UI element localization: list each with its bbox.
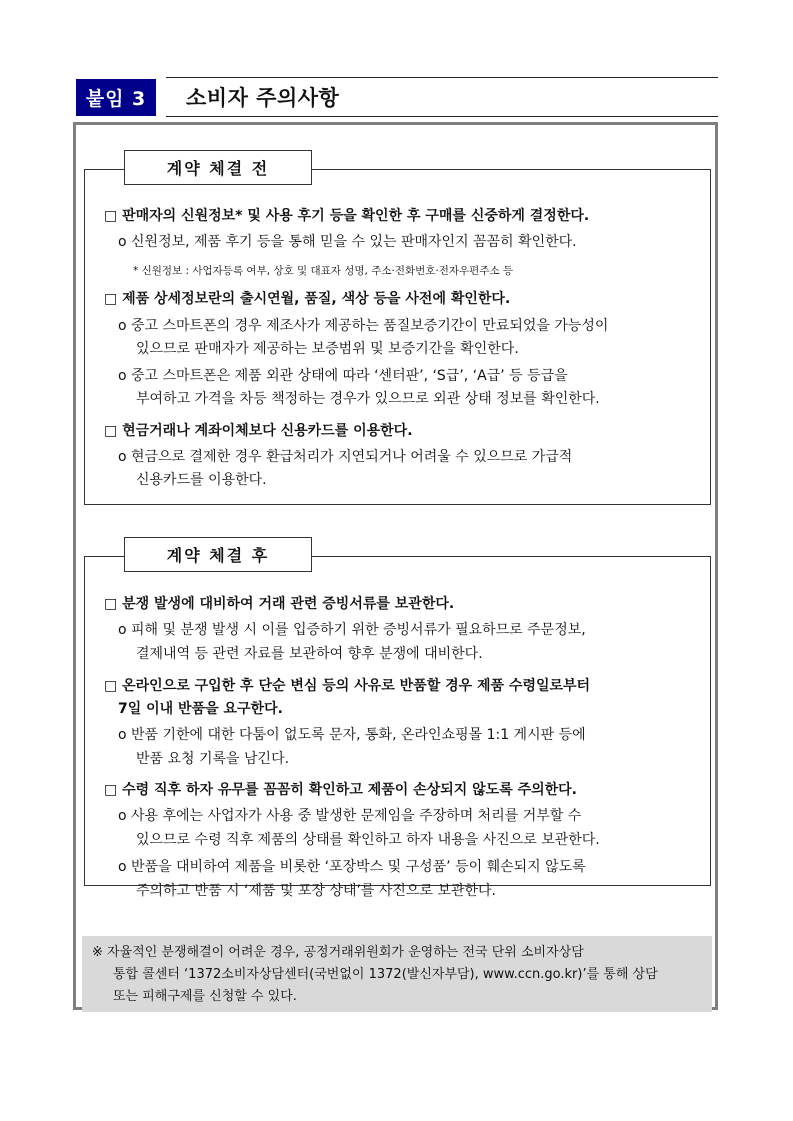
s1-bullet-2a: o 중고 스마트폰의 경우 제조사가 제공하는 품질보증기간이 만료되었을 가능성이 <box>118 318 609 334</box>
s2-heading-3: □ 수령 직후 하자 유무를 꼼꼼히 확인하고 제품이 손상되지 않도록 주의한다. <box>104 782 578 798</box>
page-title: 소비자 주의사항 <box>186 86 340 110</box>
s2-bullet-2: o 반품 기한에 대한 다툼이 없도록 문자, 통화, 온라인쇼핑몰 1:1 게시판 등에 <box>118 727 586 743</box>
reference-note-line-1: ※ 자율적인 분쟁해결이 어려운 경우, 공정거래위원회가 운영하는 전국 단위 소비자상담 <box>92 945 584 960</box>
reference-note-line-2: 통합 콜센터 ‘1372소비자상담센터(국번없이 1372(발신자부담), www.ccn.go.kr)’를 통해 상담 <box>113 967 658 982</box>
s1-heading-3: □ 현금거래나 계좌이체보다 신용카드를 이용한다. <box>104 423 413 439</box>
section-after-contract-title: 계약 체결 후 <box>124 537 312 572</box>
header-bottom-rule <box>166 116 718 117</box>
reference-note-line-3: 또는 피해구제를 신청할 수 있다. <box>113 989 297 1004</box>
s2-bullet-3b-cont: 주의하고 반품 시 ‘제품 및 포장 상태’를 사진으로 보관한다. <box>136 883 497 899</box>
s2-heading-2-cont: 7일 이내 반품을 요구한다. <box>118 701 283 717</box>
s2-bullet-1-cont: 결제내역 등 관련 자료를 보관하여 향후 분쟁에 대비한다. <box>136 646 483 662</box>
s1-bullet-1: o 신원정보, 제품 후기 등을 통해 믿을 수 있는 판매자인지 꼼꼼히 확인한다. <box>118 234 577 250</box>
s2-heading-2: □ 온라인으로 구입한 후 단순 변심 등의 사유로 반품할 경우 제품 수령일로부터 <box>104 678 591 694</box>
s2-bullet-3a: o 사용 후에는 사업자가 사용 중 발생한 문제임을 주장하며 처리를 거부할 수 <box>118 808 582 824</box>
s1-bullet-3-cont: 신용카드를 이용한다. <box>136 472 267 488</box>
s2-bullet-2-cont: 반품 요청 기록을 남긴다. <box>136 751 290 767</box>
s1-heading-2: □ 제품 상세정보란의 출시연월, 품질, 색상 등을 사전에 확인한다. <box>104 291 511 307</box>
s2-heading-1: □ 분쟁 발생에 대비하여 거래 관련 증빙서류를 보관한다. <box>104 596 455 612</box>
s1-bullet-2b: o 중고 스마트폰은 제품 외관 상태에 따라 ‘센터판’, ‘S급’, ‘A급’ 등 등급을 <box>118 368 568 384</box>
s2-bullet-3a-cont: 있으므로 수령 직후 제품의 상태를 확인하고 하자 내용을 사진으로 보관한다. <box>136 832 600 848</box>
s1-bullet-2a-cont: 있으므로 판매자가 제공하는 보증범위 및 보증기간을 확인한다. <box>136 341 519 357</box>
s1-heading-1: □ 판매자의 신원정보* 및 사용 후기 등을 확인한 후 구매를 신중하게 결정한다. <box>104 208 590 224</box>
header-top-rule <box>166 77 718 78</box>
attachment-tag: 붙임 3 <box>76 79 156 116</box>
s2-bullet-1: o 피해 및 분쟁 발생 시 이를 입증하기 위한 증빙서류가 필요하므로 주문정보, <box>118 622 586 638</box>
s2-bullet-3b: o 반품을 대비하여 제품을 비롯한 ‘포장박스 및 구성품’ 등이 훼손되지 않도록 <box>118 859 586 875</box>
s1-bullet-2b-cont: 부여하고 가격을 차등 책정하는 경우가 있으므로 외관 상태 정보를 확인한다. <box>136 391 600 407</box>
s1-footnote: * 신원정보 : 사업자등록 여부, 상호 및 대표자 성명, 주소·전화번호·전자우편주소 등 <box>133 265 514 277</box>
s1-bullet-3: o 현금으로 결제한 경우 환급처리가 지연되거나 어려울 수 있으므로 가급적 <box>118 449 573 465</box>
section-before-contract-title: 계약 체결 전 <box>124 150 312 185</box>
